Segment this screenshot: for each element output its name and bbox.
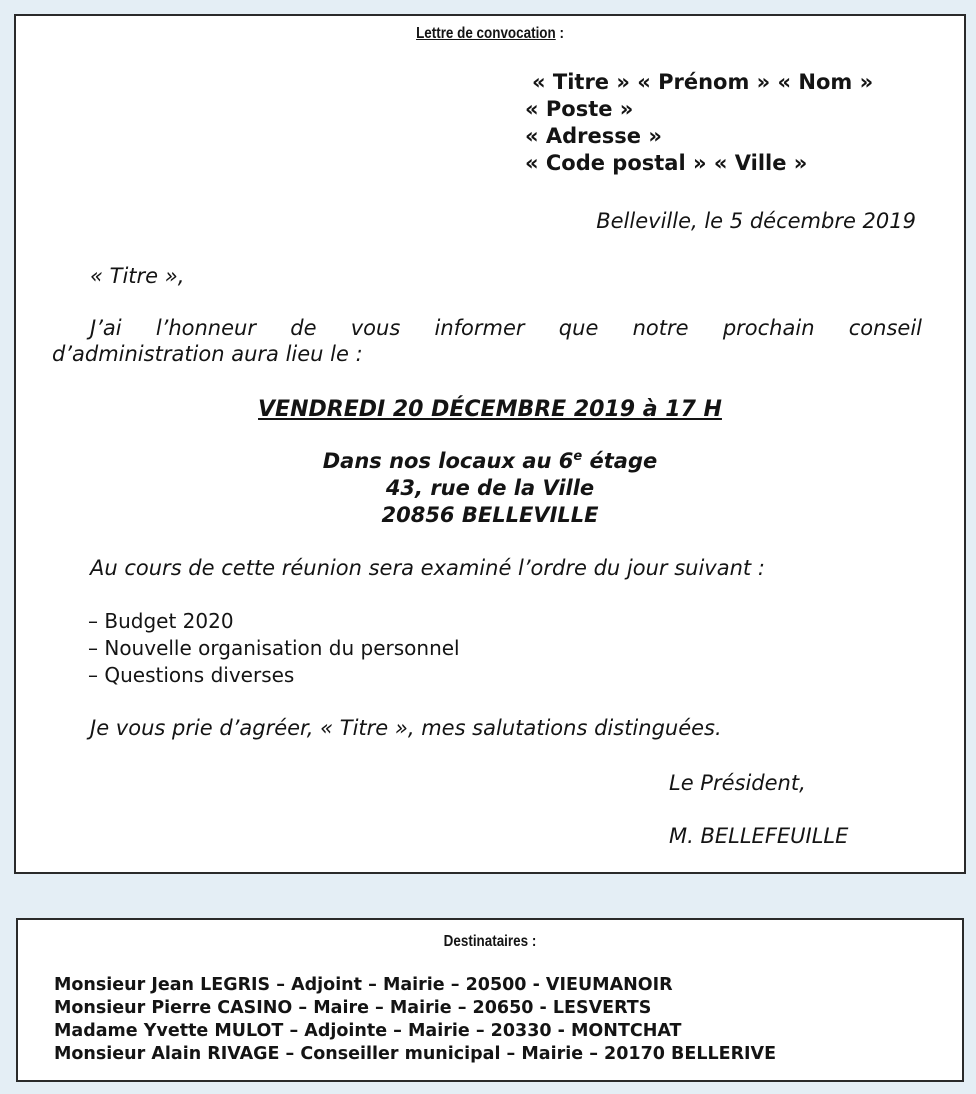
salutation: « Titre »,: [90, 264, 185, 288]
recipient-address-line4: « Code postal » « Ville »: [525, 151, 808, 175]
recipient-line: Monsieur Alain RIVAGE – Conseiller municipal – Mairie – 20170 BELLERIVE: [54, 1044, 777, 1064]
meeting-date: VENDREDI 20 DÉCEMBRE 2019 à 17 H: [258, 397, 722, 422]
location-line1-prefix: Dans nos locaux au 6: [322, 449, 574, 473]
location-line2: 43, rue de la Ville: [385, 476, 595, 500]
location-ordinal: e: [573, 449, 583, 464]
closing: Je vous prie d’agréer, « Titre », mes salutations distinguées.: [90, 716, 722, 740]
intro-line1: J’ai l’honneur de vous informer que notre prochain conseil: [90, 316, 922, 340]
letter-heading: [92, 25, 888, 43]
recipient-address-line2: « Poste »: [525, 97, 634, 121]
recipient-address-line3: « Adresse »: [525, 124, 662, 148]
intro-line2: d’administration aura lieu le :: [52, 342, 363, 366]
recipient-line: Monsieur Pierre CASINO – Maire – Mairie – 20650 - LESVERTS: [54, 998, 652, 1018]
agenda-intro: Au cours de cette réunion sera examiné l’ordre du jour suivant :: [90, 556, 765, 580]
location-line3: 20856 BELLEVILLE: [381, 503, 599, 527]
agenda-item: – Questions diverses: [88, 663, 295, 687]
location-line1-suffix: étage: [582, 449, 658, 473]
signature-title: Le Président,: [669, 771, 806, 795]
convocation-letter: [14, 14, 966, 874]
recipient-line: Monsieur Jean LEGRIS – Adjoint – Mairie – 20500 - VIEUMANOIR: [54, 975, 673, 995]
place-date: Belleville, le 5 décembre 2019: [596, 209, 916, 233]
recipients-heading: Destinataires :: [443, 933, 537, 950]
agenda-item: – Nouvelle organisation du personnel: [88, 636, 460, 660]
recipients-box: [16, 918, 964, 1082]
agenda-item: – Budget 2020: [88, 609, 234, 633]
letter-heading-title: Lettre de convocation: [416, 25, 556, 42]
location-line1: [16, 449, 964, 473]
recipient-address-line1: « Titre » « Prénom » « Nom »: [532, 70, 874, 94]
letter-heading-suffix: :: [555, 25, 564, 42]
signature-name: M. BELLEFEUILLE: [669, 824, 849, 848]
recipient-line: Madame Yvette MULOT – Adjointe – Mairie – 20330 - MONTCHAT: [54, 1021, 682, 1041]
